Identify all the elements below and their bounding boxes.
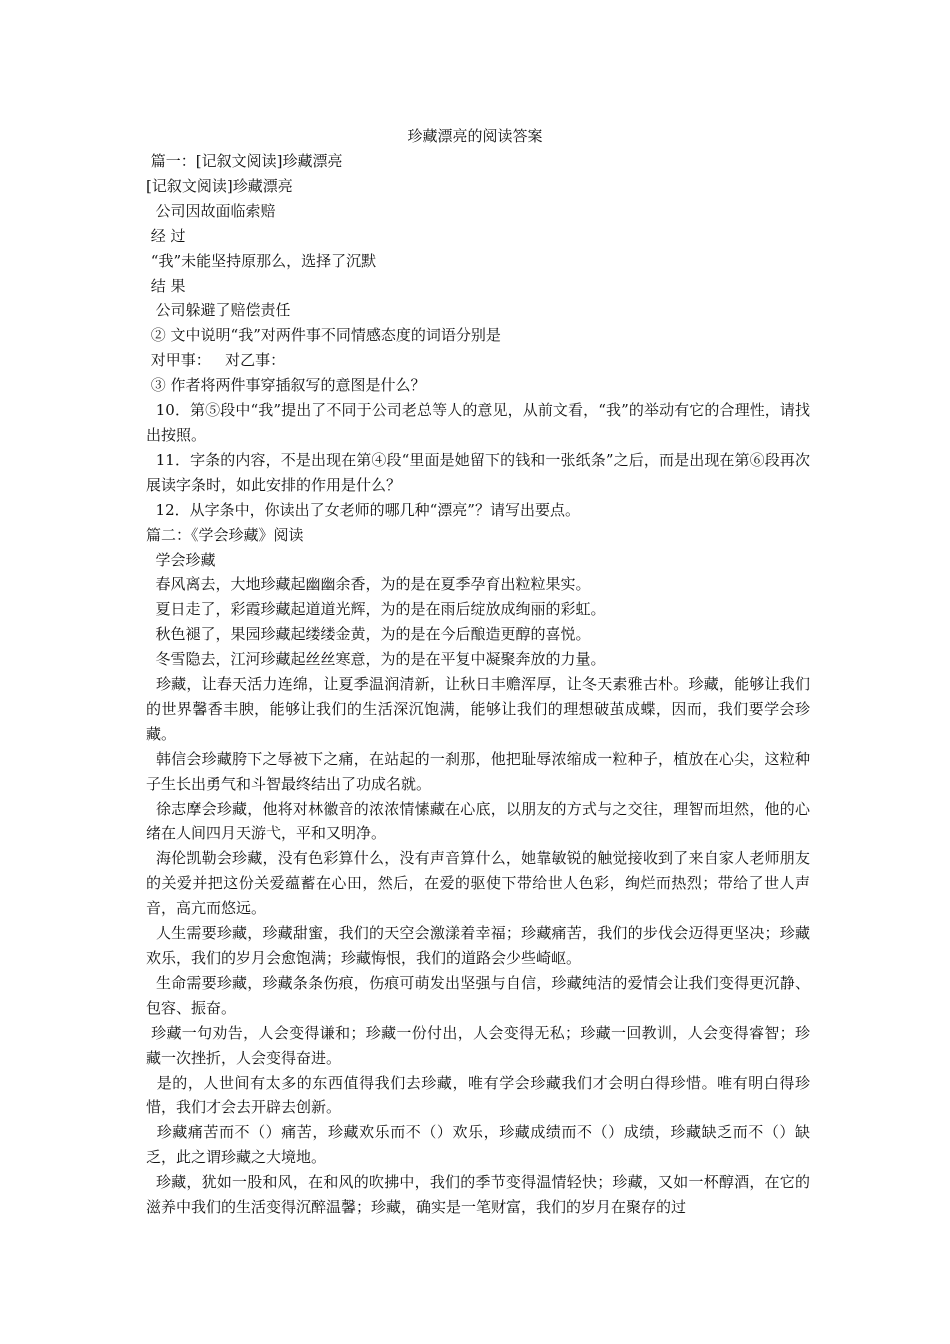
paragraph: ③ 作者将两件事穿插叙写的意图是什么？ [146,376,426,395]
paragraph: 结 果 [146,276,186,295]
paragraph: 春风离去，大地珍藏起幽幽余香，为的是在夏季孕育出粒粒果实。 [146,575,591,594]
paragraph: 珍藏一句劝告，人会变得谦和；珍藏一份付出，人会变得无私；珍藏一回教训，人会变得睿智；珍藏一次挫折，人会变得奋进。 [146,1023,810,1067]
paragraph: 11．字条的内容，不是出现在第④段“里面是她留下的钱和一张纸条”之后，而是出现在第⑥段再次展读字条时，如此安排的作用是什么？ [146,450,810,494]
paragraph: 公司因故面临索赔 [146,201,276,220]
document-body [146,149,810,1220]
paragraph: 篇二：《学会珍藏》阅读 [146,525,304,544]
paragraph: ② 文中说明“我”对两件事不同情感态度的词语分别是 [146,326,501,345]
paragraph: 冬雪隐去，江河珍藏起丝丝寒意，为的是在平复中凝聚奔放的力量。 [146,650,606,669]
paragraph: 夏日走了，彩霞珍藏起道道光辉，为的是在雨后绽放成绚丽的彩虹。 [146,600,606,619]
document-title: 珍藏漂亮的阅读答案 [407,127,543,145]
paragraph: 是的，人世间有太多的东西值得我们去珍藏，唯有学会珍藏我们才会明白得珍惜。唯有明白得珍惜，我们才会去开辟去创新。 [146,1073,810,1117]
paragraph: 珍藏，犹如一股和风，在和风的吹拂中，我们的季节变得温情轻快；珍藏，又如一杯醇酒，在它的滋养中我们的生活变得沉醉温馨；珍藏，确实是一笔财富，我们的岁月在聚存的过 [146,1173,810,1217]
paragraph: 经 过 [146,226,186,245]
paragraph: 学会珍藏 [146,550,216,569]
paragraph: 10．第⑤段中“我”提出了不同于公司老总等人的意见，从前文看，“我”的举动有它的合理性，请找出按照。 [146,401,810,444]
paragraph: 韩信会珍藏胯下之辱被下之痛，在站起的一刹那，他把耻辱浓缩成一粒种子，植放在心尖，这粒种子生长出勇气和斗智最终结出了功成名就。 [146,749,810,793]
paragraph: 对甲事： 对乙事： [146,351,286,370]
paragraph: 12．从字条中，你读出了女老师的哪几种“漂亮”？请写出要点。 [146,500,580,519]
paragraph: 生命需要珍藏，珍藏条条伤痕，伤痕可萌发出坚强与自信，珍藏纯洁的爱情会让我们变得更沉静、包容、振奋。 [146,973,810,1017]
paragraph: 秋色褪了，果园珍藏起缕缕金黄，为的是在今后酿造更醇的喜悦。 [146,625,591,644]
paragraph: 珍藏，让春天活力连绵，让夏季温润清新，让秋日丰赡浑厚，让冬天素雅古朴。珍藏，能够让我们的世界馨香丰腴，能够让我们的生活深沉饱满，能够让我们的理想破茧成蝶，因而，我们要学会珍藏。 [146,675,810,743]
paragraph: 徐志摩会珍藏，他将对林徽音的浓浓情愫藏在心底，以朋友的方式与之交往，理智而坦然，他的心绪在人间四月天游弋，平和又明净。 [146,799,810,843]
paragraph: [记叙文阅读]珍藏漂亮 [146,176,293,195]
paragraph: 篇一：[记叙文阅读]珍藏漂亮 [146,152,343,170]
paragraph: 公司躲避了赔偿责任 [146,301,291,320]
paragraph: 珍藏痛苦而不（）痛苦，珍藏欢乐而不（）欢乐，珍藏成绩而不（）成绩，珍藏缺乏而不（）缺乏，此之谓珍藏之大境地。 [146,1123,810,1167]
paragraph: “我”未能坚持原那么，选择了沉默 [146,251,377,270]
paragraph: 人生需要珍藏，珍藏甜蜜，我们的天空会激漾着幸福；珍藏痛苦，我们的步伐会迈得更坚决；珍藏欢乐，我们的岁月会愈饱满；珍藏悔恨，我们的道路会少些崎岖。 [146,924,810,967]
paragraph: 海伦凯勒会珍藏，没有色彩算什么，没有声音算什么，她靠敏锐的触觉接收到了来自家人老师朋友的关爱并把这份关爱蕴蓄在心田，然后，在爱的驱使下带给世人色彩，绚烂而热烈；带给了世人声音，高亢而悠远。 [146,849,810,918]
